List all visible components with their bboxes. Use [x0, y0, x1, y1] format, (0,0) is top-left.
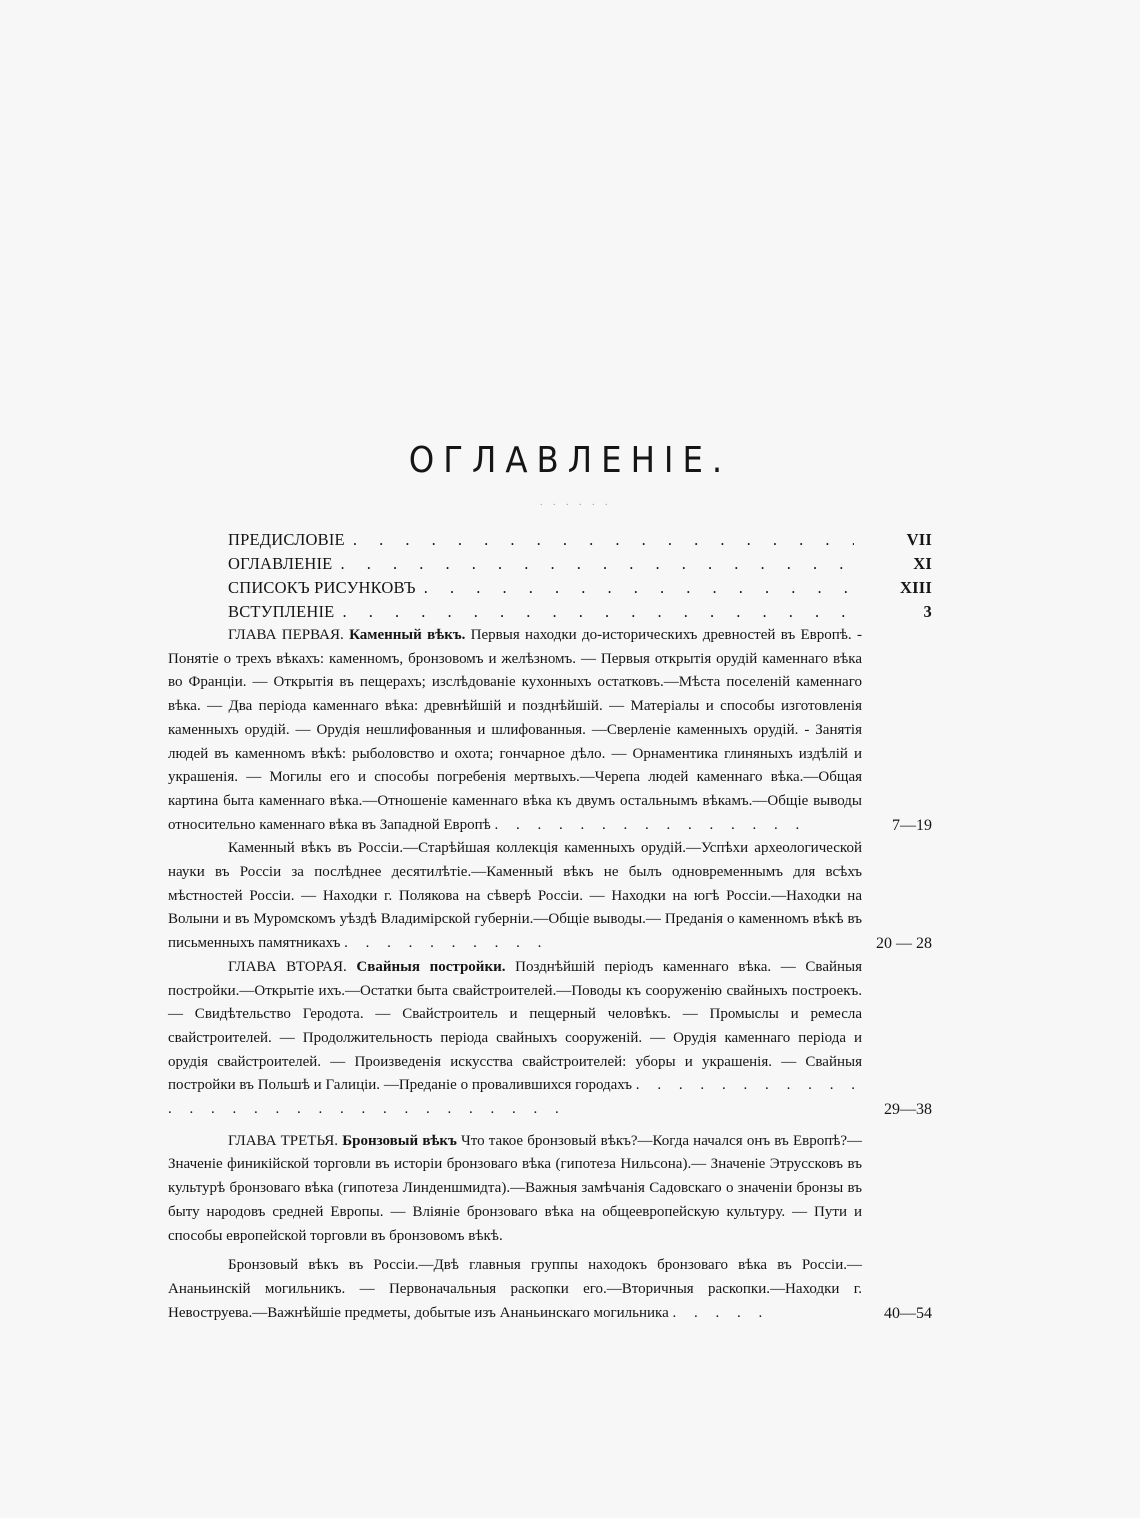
toc-entry-chapter-1[interactable] — [168, 624, 932, 837]
toc-item-page: VII — [906, 530, 932, 549]
entry-pages: 20 — 28 — [876, 935, 932, 953]
toc-entry-bronze-age-russia[interactable] — [168, 1254, 932, 1325]
toc-item-contents[interactable] — [168, 552, 932, 576]
entry-pages: 40—54 — [884, 1304, 932, 1322]
chapter-label: ГЛАВА ТРЕТЬЯ. — [228, 1132, 339, 1149]
toc-item-label: ВСТУПЛЕНІЕ — [228, 602, 335, 621]
toc-entry-chapter-3[interactable] — [168, 1130, 932, 1249]
entry-text: Бронзовый вѣкъ въ Россіи.—Двѣ главныя группы находокъ бронзоваго вѣка въ Россіи.— Ананьинскій могильникъ. — Первоначальныя раскопки его.—Вторичныя раскопки.—Находки г. Невоструева.—Важнѣйшіе предметы, добытые изъ Ананьинскаго могильника — [168, 1257, 862, 1321]
toc-item-label: ОГЛАВЛЕНІЕ — [228, 554, 333, 573]
toc-item-page: XIII — [900, 578, 932, 597]
entry-text: Что такое бронзовый вѣкъ?—Когда начался онъ въ Европѣ?—Значеніе финикійской торговли въ исторіи бронзоваго вѣка (гипотеза Нильсона).— Значеніе Этруссковъ въ культурѣ бронзоваго вѣка (гипотеза Линденшмидта).—Важныя замѣчанія Садовскаго о значеніи бронзы въ быту народовъ средней Европы. — Вліяніе бронзоваго вѣка на общеевропейскую культуру. — Пути и способы европейской торговли въ бронзовомъ вѣкѣ. — [168, 1132, 863, 1244]
dot-leader: . . . . . — [672, 1304, 770, 1321]
entry-text: Каменный вѣкъ въ Россіи.—Старѣйшая коллекція каменныхъ орудій.—Успѣхи археологической науки въ Россіи за послѣднее десятилѣтіе.—Каменный вѣкъ не былъ одновременнымъ для всѣхъ мѣстностей Россіи. — Находки г. Полякова на сѣверѣ Россіи. — Находки на югѣ Россіи.—Находки на Волыни и въ Муромскомъ уѣздѣ Владимірской губерніи.—Общіе выводы.— Преданія о каменномъ вѣкѣ въ письменныхъ памятникахъ — [168, 840, 862, 952]
entry-pages: 29—38 — [884, 1101, 932, 1119]
entry-pages: 7—19 — [892, 816, 932, 834]
toc-item-introduction[interactable] — [168, 600, 932, 624]
toc-item-preface[interactable] — [168, 528, 932, 552]
dot-leader — [340, 552, 854, 576]
toc-item-page: 3 — [923, 602, 932, 621]
toc-item-label: СПИСОКЪ РИСУНКОВЪ — [228, 578, 416, 597]
chapter-subject: Свайныя постройки. — [356, 958, 506, 975]
dot-leader — [342, 600, 854, 624]
table-of-contents — [168, 528, 932, 1325]
toc-item-illustrations[interactable] — [168, 576, 932, 600]
dot-leader: . . . . . . . . . . . . . . . — [494, 816, 807, 833]
entry-text: Позднѣйшій періодъ каменнаго вѣка. — Свайныя постройки.—Открытіе ихъ.—Остатки быта свайстроителей.—Поводы къ сооруженію свайныхъ построекъ. — Свидѣтельство Геродота. — Свайстроитель и пещерный человѣкъ. — Промыслы и ремесла свайстроителей. — Продолжительность періода свайныхъ сооруженій. — Орудія каменнаго періода и орудія свайстроителей. — Произведенія искусства свайстроителей: уборы и украшенія. — Свайныя постройки въ Польшѣ и Галиціи. —Преданіе о провалившихся городахъ — [168, 958, 863, 1094]
toc-entry-chapter-2[interactable] — [168, 956, 932, 1122]
chapter-label: ГЛАВА ПЕРВАЯ. — [228, 627, 344, 643]
toc-item-page: XI — [913, 554, 932, 573]
chapter-subject: Бронзовый вѣкъ — [342, 1132, 457, 1149]
chapter-subject: Каменный вѣкъ. — [349, 627, 466, 643]
toc-entry-stone-age-russia[interactable] — [168, 837, 932, 956]
entry-text: Первыя находки до-историческихъ древностей въ Европѣ. - Понятіе о трехъ вѣкахъ: каменномъ, бронзовомъ и желѣзномъ. — Первыя открытія орудій каменнаго вѣка во Франціи. — Открытія въ пещерахъ; изслѣдованіе кухонныхъ остатковъ.—Мѣста поселеній каменнаго вѣка. — Два періода каменнаго вѣка: древнѣйшій и позднѣйшій. — Матеріалы и способы изготовленія каменныхъ орудій. — Орудія нешлифованныя и шлифованныя. —Сверленіе каменныхъ орудій. - Занятія людей въ каменномъ вѣкѣ: рыболовство и охота; гончарное дѣло. — Орнаментика глиняныхъ издѣлій и украшенія. — Могилы его и способы погребенія мертвыхъ.—Черепа людей каменнаго вѣка.—Общая картина быта каменнаго вѣка.—Отношеніе каменнаго вѣка къ двумъ остальнымъ вѣкамъ.—Общіе выводы относительно каменнаго вѣка въ Западной Европѣ — [168, 627, 863, 833]
dot-leader — [424, 576, 854, 600]
chapter-label: ГЛАВА ВТОРАЯ. — [228, 958, 347, 975]
toc-item-label: ПРЕДИСЛОВІЕ — [228, 530, 345, 549]
title-ornament: . . . . . . — [540, 497, 612, 508]
page-title: ОГЛАВЛЕНІЕ. — [408, 440, 732, 481]
dot-leader: . . . . . . . . . . . . . . . . . . . . . . . . . . . . . . — [168, 1077, 862, 1118]
dot-leader: . . . . . . . . . . — [344, 935, 549, 952]
dot-leader — [353, 528, 854, 552]
